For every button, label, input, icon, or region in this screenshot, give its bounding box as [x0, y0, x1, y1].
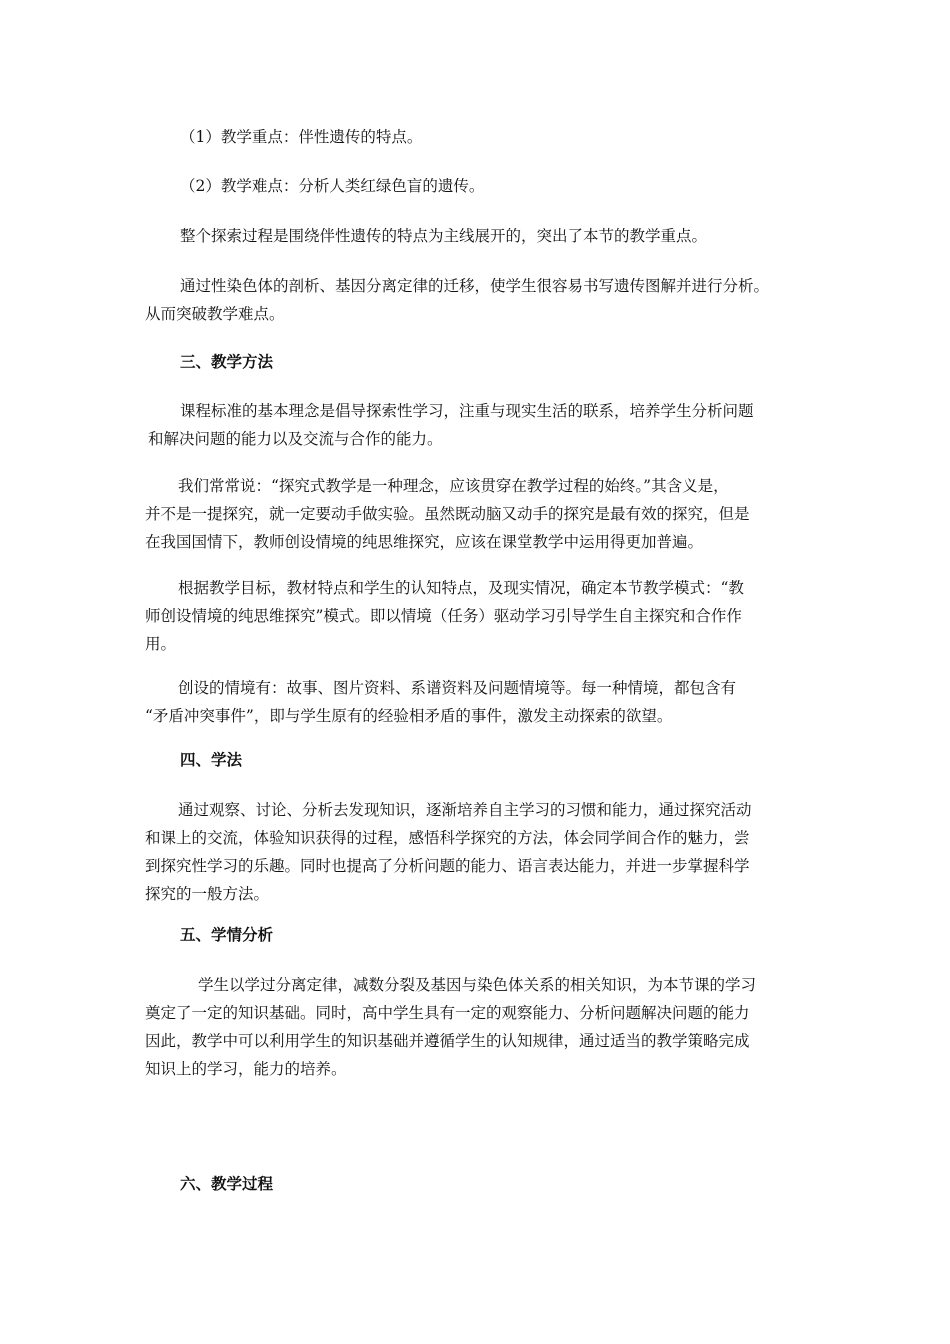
text-line: “矛盾冲突事件”，即与学生原有的经验相矛盾的事件，激发主动探索的欲望。	[145, 707, 673, 725]
text-line: 通过性染色体的剖析、基因分离定律的迁移，使学生很容易书写遗传图解并进行分析。	[180, 277, 770, 295]
text-line: 从而突破教学难点。	[145, 305, 285, 323]
paragraph-explore	[180, 222, 848, 250]
text-line: 整个探索过程是围绕伴性遗传的特点为主线展开的，突出了本节的教学重点。	[180, 227, 708, 245]
text-line: 创设的情境有：故事、图片资料、系谱资料及问题情境等。每一种情境，都包含有	[178, 679, 737, 697]
paragraph-curriculum-standard	[145, 397, 813, 453]
text-line: 学生以学过分离定律，减数分裂及基因与染色体关系的相关知识，为本节课的学习	[198, 976, 757, 994]
text-line: 在我国国情下，教师创设情境的纯思维探究，应该在课堂教学中运用得更加普遍。	[145, 533, 704, 551]
text-line: 探究的一般方法。	[145, 885, 270, 903]
paragraph-learning-method	[145, 796, 813, 908]
paragraph-key-point	[180, 123, 848, 151]
text-line: 并不是一提探究，就一定要动手做实验。虽然既动脑又动手的探究是最有效的探究，但是	[145, 505, 750, 523]
text-line: 和课上的交流，体验知识获得的过程，感悟科学探究的方法，体会同学间合作的魅力，尝	[145, 829, 750, 847]
text-line: 根据教学目标，教材特点和学生的认知特点，及现实情况，确定本节教学模式：“教	[178, 579, 744, 597]
text-line: 师创设情境的纯思维探究”模式。即以情境（任务）驱动学习引导学生自主探究和合作作	[145, 607, 742, 625]
paragraph-inquiry-teaching	[145, 472, 813, 556]
paragraph-break-difficulty	[145, 272, 813, 328]
paragraph-scenarios	[145, 674, 813, 730]
text-line: （1）教学重点：伴性遗传的特点。	[180, 128, 423, 146]
section-heading-learning-method: 四、学法	[180, 750, 243, 769]
section-heading-student-analysis: 五、学情分析	[180, 925, 274, 944]
text-line: （2）教学难点：分析人类红绿色盲的遗传。	[180, 177, 485, 195]
text-line: 因此，教学中可以利用学生的知识基础并遵循学生的认知规律，通过适当的教学策略完成	[145, 1032, 750, 1050]
paragraph-teaching-mode	[145, 574, 813, 658]
section-heading-teaching-method: 三、教学方法	[180, 352, 274, 371]
paragraph-student-analysis	[145, 971, 813, 1083]
text-line: 到探究性学习的乐趣。同时也提高了分析问题的能力、语言表达能力，并进一步掌握科学	[145, 857, 750, 875]
section-heading-teaching-process: 六、教学过程	[180, 1174, 274, 1193]
text-line: 和解决问题的能力以及交流与合作的能力。	[148, 430, 443, 448]
text-line: 用。	[145, 635, 177, 653]
text-line: 通过观察、讨论、分析去发现知识，逐渐培养自主学习的习惯和能力，通过探究活动	[178, 801, 752, 819]
text-line: 奠定了一定的知识基础。同时，高中学生具有一定的观察能力、分析问题解决问题的能力	[145, 1004, 750, 1022]
text-line: 知识上的学习，能力的培养。	[145, 1060, 347, 1078]
text-line: 课程标准的基本理念是倡导探索性学习，注重与现实生活的联系，培养学生分析问题	[180, 402, 754, 420]
text-line: 我们常常说：“探究式教学是一种理念，应该贯穿在教学过程的始终。”其含义是，	[178, 477, 729, 495]
paragraph-difficulty	[180, 172, 848, 200]
